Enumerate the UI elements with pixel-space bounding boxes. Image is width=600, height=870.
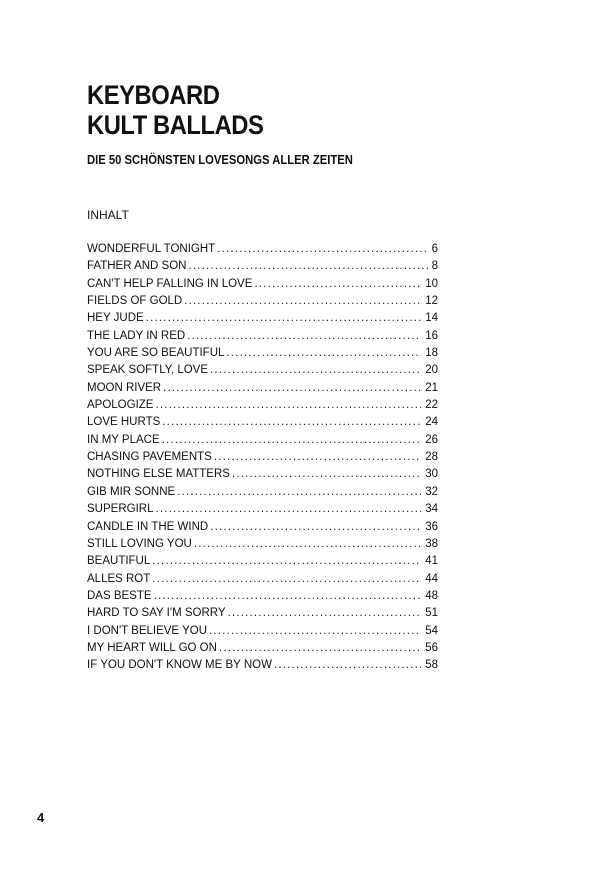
toc-entry[interactable] bbox=[87, 380, 438, 397]
toc-entry-page: 18 bbox=[425, 347, 438, 360]
toc-entry[interactable] bbox=[87, 605, 438, 622]
toc-entry-page: 6 bbox=[431, 243, 438, 255]
toc-dot-leader bbox=[274, 657, 421, 674]
toc-entry-title: YOU ARE SO BEAUTIFUL bbox=[87, 347, 225, 360]
toc-entry[interactable] bbox=[87, 553, 438, 570]
toc-entry-title: SUPERGIRL bbox=[87, 503, 154, 516]
toc-entry-title: ALLES ROT bbox=[87, 572, 151, 585]
toc-entry-page: 41 bbox=[425, 555, 438, 568]
toc-entry-page: 54 bbox=[425, 624, 438, 637]
toc-entry-title: LOVE HURTS bbox=[87, 416, 161, 429]
toc-dot-leader bbox=[209, 623, 421, 640]
toc-entry[interactable] bbox=[87, 432, 438, 449]
toc-entry-page: 21 bbox=[425, 381, 438, 394]
toc-dot-leader bbox=[155, 501, 421, 518]
table-of-contents bbox=[87, 241, 438, 675]
toc-entry-title: HEY JUDE bbox=[87, 312, 144, 325]
toc-dot-leader bbox=[184, 293, 421, 310]
book-title bbox=[87, 80, 263, 140]
toc-dot-leader bbox=[188, 258, 427, 275]
toc-entry[interactable] bbox=[87, 345, 438, 362]
toc-entry-title: CAN'T HELP FALLING IN LOVE bbox=[87, 277, 253, 290]
toc-entry[interactable] bbox=[87, 519, 438, 536]
toc-entry-page: 28 bbox=[425, 451, 438, 464]
toc-entry[interactable] bbox=[87, 588, 438, 605]
toc-entry-title: SPEAK SOFTLY, LOVE bbox=[87, 364, 209, 377]
toc-entry[interactable] bbox=[87, 258, 438, 275]
toc-dot-leader bbox=[210, 519, 421, 536]
toc-dot-leader bbox=[146, 310, 422, 327]
toc-dot-leader bbox=[254, 276, 421, 293]
toc-entry-title: CHASING PAVEMENTS bbox=[87, 451, 212, 464]
toc-entry-page: 24 bbox=[425, 416, 438, 429]
toc-entry[interactable] bbox=[87, 414, 438, 431]
toc-dot-leader bbox=[232, 466, 421, 483]
toc-entry-title: THE LADY IN RED bbox=[87, 329, 186, 342]
toc-entry[interactable] bbox=[87, 623, 438, 640]
toc-entry-page: 48 bbox=[425, 589, 438, 602]
book-title-line-1: KEYBOARD bbox=[87, 80, 220, 110]
toc-entry-title: BEAUTIFUL bbox=[87, 555, 151, 568]
page-number: 4 bbox=[37, 810, 45, 825]
toc-entry[interactable] bbox=[87, 640, 438, 657]
toc-entry-page: 16 bbox=[425, 329, 438, 342]
toc-entry[interactable] bbox=[87, 536, 438, 553]
toc-entry-title: STILL LOVING YOU bbox=[87, 537, 192, 550]
toc-entry-page: 20 bbox=[425, 364, 438, 377]
toc-entry-title: MOON RIVER bbox=[87, 381, 162, 394]
toc-entry-title: DAS BESTE bbox=[87, 589, 152, 602]
toc-entry[interactable] bbox=[87, 449, 438, 466]
toc-dot-leader bbox=[217, 241, 427, 258]
toc-entry-title: FIELDS OF GOLD bbox=[87, 295, 183, 308]
toc-entry[interactable] bbox=[87, 466, 438, 483]
toc-entry-page: 10 bbox=[425, 277, 438, 290]
toc-dot-leader bbox=[152, 553, 421, 570]
toc-dot-leader bbox=[210, 362, 421, 379]
toc-entry[interactable] bbox=[87, 657, 438, 674]
toc-entry-title: IN MY PLACE bbox=[87, 433, 160, 446]
toc-entry-page: 12 bbox=[425, 295, 438, 308]
toc-entry-title: I DON'T BELIEVE YOU bbox=[87, 624, 208, 637]
toc-entry-title: FATHER AND SON bbox=[87, 260, 187, 273]
toc-entry-title: GIB MIR SONNE bbox=[87, 485, 176, 498]
toc-dot-leader bbox=[163, 380, 421, 397]
toc-dot-leader bbox=[162, 432, 422, 449]
toc-entry-title: CANDLE IN THE WIND bbox=[87, 520, 209, 533]
toc-entry-title: APOLOGIZE bbox=[87, 399, 154, 412]
toc-entry-page: 26 bbox=[425, 433, 438, 446]
book-title-line-2: KULT BALLADS bbox=[87, 110, 264, 140]
toc-entry-page: 30 bbox=[425, 468, 438, 481]
toc-entry-page: 36 bbox=[425, 520, 438, 533]
toc-entry[interactable] bbox=[87, 397, 438, 414]
toc-dot-leader bbox=[154, 588, 422, 605]
toc-dot-leader bbox=[226, 345, 421, 362]
toc-entry-title: IF YOU DON'T KNOW ME BY NOW bbox=[87, 659, 272, 672]
toc-entry-page: 8 bbox=[431, 260, 438, 273]
toc-dot-leader bbox=[194, 536, 421, 553]
toc-dot-leader bbox=[162, 414, 421, 431]
toc-dot-leader bbox=[228, 605, 422, 622]
toc-dot-leader bbox=[214, 449, 421, 466]
toc-entry[interactable] bbox=[87, 362, 438, 379]
toc-entry-page: 34 bbox=[425, 503, 438, 516]
toc-entry[interactable] bbox=[87, 293, 438, 310]
toc-dot-leader bbox=[155, 397, 421, 414]
toc-entry[interactable] bbox=[87, 276, 438, 293]
toc-entry-page: 56 bbox=[425, 641, 438, 654]
toc-entry-page: 58 bbox=[425, 659, 438, 672]
toc-entry-title: WONDERFUL TONIGHT bbox=[87, 243, 216, 255]
toc-entry-page: 51 bbox=[425, 607, 438, 620]
toc-dot-leader bbox=[219, 640, 421, 657]
toc-dot-leader bbox=[177, 484, 421, 501]
toc-entry-title: MY HEART WILL GO ON bbox=[87, 641, 217, 654]
toc-entry[interactable] bbox=[87, 310, 438, 327]
toc-entry[interactable] bbox=[87, 241, 438, 258]
contents-heading: INHALT bbox=[87, 208, 129, 222]
toc-entry-title: HARD TO SAY I'M SORRY bbox=[87, 607, 226, 620]
toc-entry-page: 44 bbox=[425, 572, 438, 585]
toc-entry[interactable] bbox=[87, 484, 438, 501]
toc-entry-title: NOTHING ELSE MATTERS bbox=[87, 468, 230, 481]
toc-entry-page: 32 bbox=[425, 485, 438, 498]
toc-entry[interactable] bbox=[87, 501, 438, 518]
book-subtitle: DIE 50 SCHÖNSTEN LOVESONGS ALLER ZEITEN bbox=[87, 153, 353, 167]
toc-entry-page: 14 bbox=[425, 312, 438, 325]
toc-entry-page: 22 bbox=[425, 399, 438, 412]
toc-entry[interactable] bbox=[87, 328, 438, 345]
toc-entry-page: 38 bbox=[425, 537, 438, 550]
toc-dot-leader bbox=[187, 328, 421, 345]
toc-entry[interactable] bbox=[87, 571, 438, 588]
toc-dot-leader bbox=[152, 571, 421, 588]
